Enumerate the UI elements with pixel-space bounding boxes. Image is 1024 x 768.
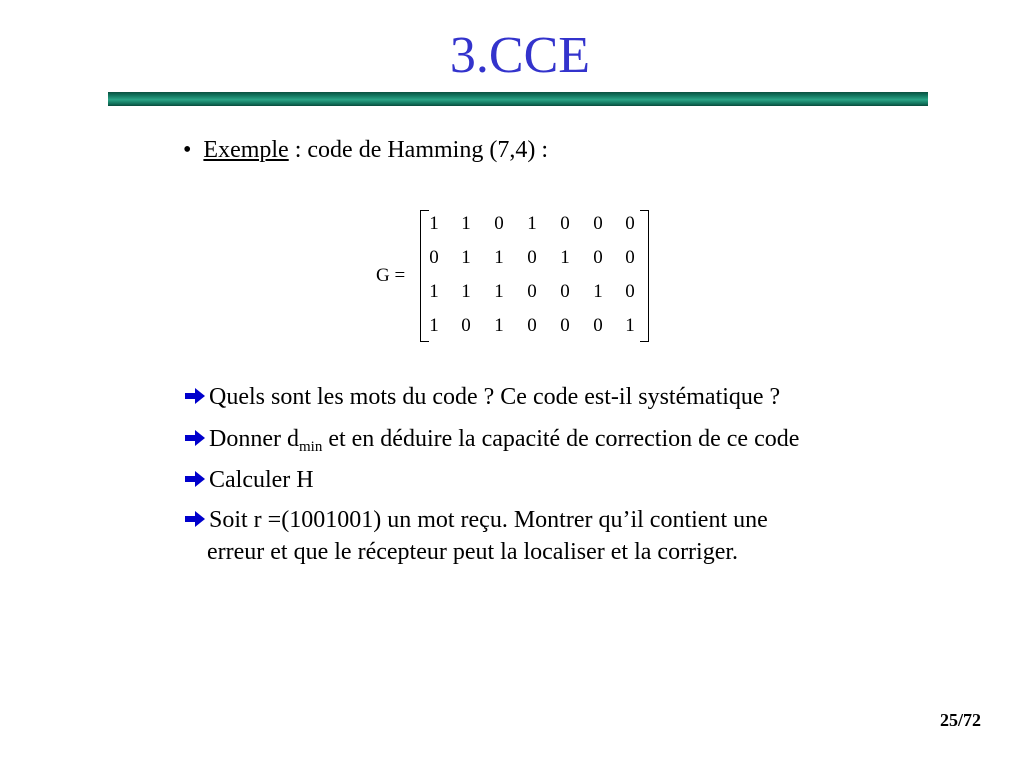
matrix-cell: 0 bbox=[527, 315, 537, 336]
matrix-cell: 0 bbox=[625, 247, 635, 268]
matrix-cell: 1 bbox=[429, 281, 439, 302]
matrix-cell: 1 bbox=[494, 247, 504, 268]
matrix-cell: 0 bbox=[560, 213, 570, 234]
matrix-cell: 1 bbox=[461, 213, 471, 234]
question-4-text-line2: erreur et que le récepteur peut la localiser et la corriger. bbox=[207, 539, 739, 565]
matrix-cell: 0 bbox=[625, 213, 635, 234]
matrix-cell: 1 bbox=[429, 315, 439, 336]
matrix-cell: 1 bbox=[429, 213, 439, 234]
slide-title: 3.CCE bbox=[449, 27, 591, 84]
bullet-marker: • bbox=[183, 137, 192, 163]
matrix-cell: 0 bbox=[625, 281, 635, 302]
matrix-cell: 0 bbox=[527, 281, 537, 302]
question-4 bbox=[183, 504, 768, 536]
matrix-cell: 0 bbox=[593, 213, 603, 234]
matrix-cell: 1 bbox=[593, 281, 603, 302]
right-arrow-icon bbox=[183, 469, 207, 489]
question-4-continued bbox=[207, 536, 738, 568]
generator-matrix bbox=[372, 208, 652, 342]
matrix-cell: 1 bbox=[461, 281, 471, 302]
question-2 bbox=[183, 423, 799, 455]
right-arrow-icon bbox=[183, 509, 207, 529]
example-bullet bbox=[183, 134, 548, 166]
example-text: : code de Hamming (7,4) : bbox=[288, 137, 548, 163]
matrix-label: G = bbox=[376, 265, 406, 286]
matrix-cell: 0 bbox=[593, 247, 603, 268]
matrix-cell: 1 bbox=[560, 247, 570, 268]
dmin-subscript: min bbox=[298, 439, 323, 455]
matrix-cell: 0 bbox=[461, 315, 471, 336]
matrix-cell: 1 bbox=[527, 213, 537, 234]
question-2-text-end: et en déduire la capacité de correction de ce code bbox=[322, 426, 800, 452]
question-4-text-line1: Soit r =(1001001) un mot reçu. Montrer qu’il contient une bbox=[209, 507, 768, 533]
right-bracket bbox=[640, 210, 649, 342]
right-arrow-icon bbox=[183, 386, 207, 406]
matrix-cell: 0 bbox=[560, 281, 570, 302]
matrix-cell: 0 bbox=[429, 247, 439, 268]
matrix-cell: 1 bbox=[494, 281, 504, 302]
right-arrow-icon bbox=[183, 428, 207, 448]
question-1 bbox=[183, 381, 780, 413]
question-3-text: Calculer H bbox=[209, 467, 314, 493]
question-2-text-start: Donner d bbox=[209, 426, 299, 452]
page-number: 25/72 bbox=[940, 710, 982, 730]
matrix-cell: 0 bbox=[593, 315, 603, 336]
matrix-cell: 0 bbox=[560, 315, 570, 336]
question-1-text: Quels sont les mots du code ? Ce code est-il systématique ? bbox=[209, 384, 781, 410]
matrix-cell: 1 bbox=[461, 247, 471, 268]
matrix-cell: 1 bbox=[494, 315, 504, 336]
matrix-cell: 1 bbox=[625, 315, 635, 336]
question-3 bbox=[183, 464, 314, 496]
example-label: Exemple bbox=[203, 137, 289, 163]
title-divider bbox=[108, 92, 928, 106]
matrix-cell: 0 bbox=[494, 213, 504, 234]
matrix-cell: 0 bbox=[527, 247, 537, 268]
